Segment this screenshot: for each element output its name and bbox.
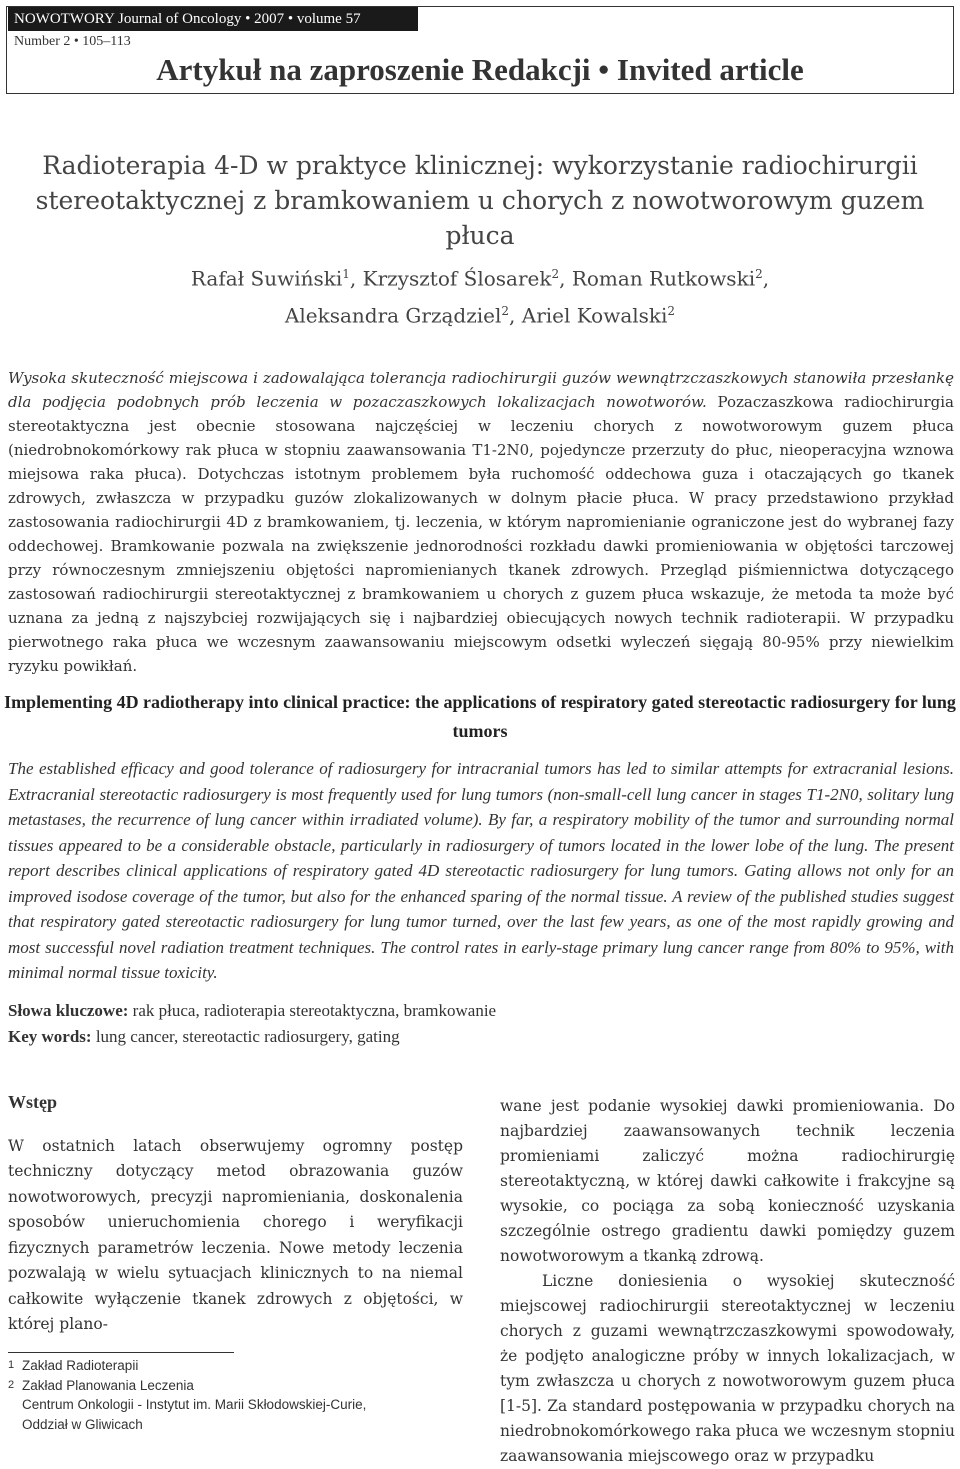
right-column bbox=[500, 1094, 955, 1469]
author-separator: , bbox=[509, 303, 522, 328]
affiliation-marker: 2 bbox=[551, 267, 560, 281]
issue-info: Number 2 • 105–113 bbox=[14, 34, 131, 49]
section-heading: Wstęp bbox=[8, 1092, 57, 1112]
keywords-pl-text: rak płuca, radioterapia stereotaktyczna, bramkowanie bbox=[128, 1001, 497, 1020]
footnote bbox=[8, 1376, 468, 1396]
author-name: Ariel Kowalski bbox=[521, 303, 668, 328]
article-type: Artykuł na zaproszenie Redakcji • Invited article bbox=[156, 52, 804, 87]
author-separator: , bbox=[349, 266, 363, 291]
author-line bbox=[0, 295, 960, 332]
footnote-number: 2 bbox=[8, 1378, 15, 1391]
footnote bbox=[8, 1356, 468, 1376]
keywords bbox=[8, 998, 954, 1050]
footnote bbox=[8, 1395, 468, 1415]
journal-name: NOWOTWORY Journal of Oncology • 2007 • volume 57 bbox=[8, 7, 418, 31]
keywords-pl bbox=[8, 998, 954, 1024]
footnote-number: 1 bbox=[8, 1359, 15, 1371]
footnote bbox=[8, 1415, 468, 1435]
body-paragraph: wane jest podanie wysokiej dawki promieniowania. Do najbardziej zaawansowanych technik leczenia promieniami zaliczyć można radiochirurgię stereotaktyczną, w której dawki całkowite i frakcyjne są wysokie, co pociąga za sobą konieczność uzyskania szczególnie ostrego gradientu dawki pomiędzy guzem nowotworowym a tkanką zdrową. bbox=[500, 1097, 955, 1265]
author-separator: , bbox=[762, 266, 770, 291]
author-name: Aleksandra Grządziel bbox=[284, 303, 502, 328]
author-list bbox=[0, 258, 960, 331]
footnote-divider bbox=[8, 1352, 234, 1353]
title-line: stereotaktycznej z bramkowaniem u chorych z nowotworowym guzem płuca bbox=[35, 186, 925, 250]
footnote-text: Centrum Onkologii - Instytut im. Marii Skłodowskiej-Curie, bbox=[22, 1397, 367, 1412]
abstract-pl-italic: Wysoka skuteczność miejscowa i zadowalająca tolerancja radiochirurgii guzów wewnątrzczaszkowych stanowiła przesłankę dla podjęcia podobnych prób leczenia w pozaczaszkowych lokalizacjach nowotworów. bbox=[8, 369, 954, 411]
affiliation-marker: 2 bbox=[755, 267, 763, 281]
footnote-number bbox=[8, 1395, 22, 1415]
footnote-text: Zakład Planowania Leczenia bbox=[22, 1377, 194, 1393]
footnote-text: Zakład Radioterapii bbox=[22, 1358, 139, 1373]
left-column bbox=[8, 1090, 463, 1338]
keywords-en-text: lung cancer, stereotactic radiosurgery, gating bbox=[91, 1027, 400, 1046]
keywords-pl-label: Słowa kluczowe: bbox=[8, 1001, 129, 1020]
abstract-en: The established efficacy and good tolerance of radiosurgery for intracranial tumors has led to similar attempts for extracranial lesions. Extracranial stereotactic radiosurgery is most frequently used for lung tumors (non-small-cell lung cancer in stages T1-2N0, solitary lung metastases, the recurrence of lung cancer within irradiated volume). By far, a respiratory mobility of the tumor and surrounding normal tissues appeared to be a considerable obstacle, particularly in radiosurgery of tumors located in the lower lobe of the lung. The present report describes clinical applications of respiratory gated 4D stereotactic radiosurgery for lung tumors. Gating allows not only for an improved isodose coverage of the tumor, but also for the enhanced sparing of the normal tissue. A review of the published studies suggest that respiratory gated stereotactic radiosurgery for lung tumor turned, over the last few years, as one of the most rapidly growing and most successful novel radiation treatment techniques. The control rates in early-stage primary lung cancer range from 80% to 95%, with minimal normal tissue toxicity. bbox=[8, 759, 954, 982]
affiliation-marker: 2 bbox=[501, 303, 510, 318]
body-paragraph: Liczne doniesienia o wysokiej skuteczność miejscowej radiochirurgii stereotaktycznej w leczeniu chorych z guzami wewnątrzczaszkowymi spowodowały, że podjęto analogiczne próby w innych lokalizacjach, w tym zwłaszcza u chorych z nowotworowym guzem płuca [1-5]. Za standard postępowania w przypadku chorych na niedrobnokomórkowego raka płuca we wczesnym stopniu zaawansowania miejscowego oraz w przypadku bbox=[500, 1272, 955, 1465]
affiliation-marker: 1 bbox=[342, 267, 350, 281]
body-paragraph: W ostatnich latach obserwujemy ogromny postęp techniczny dotyczący metod obrazowania guzów nowotworowych, precyzji napromieniania, doskonalenia sposobów unieruchomienia chorego i weryfikacji fizycznych parametrów leczenia. Nowe metody leczenia pozwalają w wielu sytuacjach klinicznych to na niemal całkowite wyłączenie tkanek zdrowych z objętości, w której plano- bbox=[8, 1136, 463, 1333]
article-title-pl bbox=[0, 148, 960, 253]
article-title-en: Implementing 4D radiotherapy into clinical practice: the applications of respiratory gated stereotactic radiosurgery for lung tumors bbox=[4, 692, 956, 741]
abstract-pl-body: Pozaczaszkowa radiochirurgia stereotaktyczna jest obecnie stosowana najczęściej w leczeniu chorych z nowotworowym guzem płuca (niedrobnokomórkowy rak płuca w stopniu zaawansowania T1-2N0, pojedyncze przerzuty do płuc, nieoperacyjna wznowa miejsowa raka płuca). Dotychczas istotnym problemem była ruchomość oddechowa guza i otaczających go tkanek zdrowych, zwłaszcza w przypadku guzów zlokalizowanych w dolnym płacie płuca. W pracy przedstawiono przykład zastosowania radiochirurgii 4D z bramkowaniem, tj. leczenia, w którym napromienianie ograniczone jest do wybranej fazy oddechowej. Bramkowanie pozwala na zwiększenie jednorodności rozkładu dawki promieniowania w objętości tarczowej przy równoczesnym zmniejszeniu objętości napromienianych tkanek zdrowych. Przegląd piśmiennictwa dotyczącego zastosowań radiochirurgii stereotaktycznej z bramkowaniem u chorych z guzem płuca wskazuje, że metoda ta może być uznana za jedną z najszybciej rozwijających się i najbardziej obiecujących nowych technik radioterapii. W przypadku pierwotnego raka płuca we wczesnym zaawansowaniu miejscowym odsetki wyleczeń sięgają 80-95% przy niewielkim ryzyku powikłań. bbox=[8, 393, 954, 675]
affiliation-marker: 2 bbox=[667, 303, 676, 318]
author-separator: , bbox=[559, 266, 572, 291]
keywords-en-label: Key words: bbox=[8, 1027, 92, 1046]
author-name: Krzysztof Ślosarek bbox=[362, 266, 552, 291]
title-line: Radioterapia 4-D w praktyce klinicznej: wykorzystanie radiochirurgii bbox=[42, 151, 918, 180]
author-line bbox=[0, 258, 960, 295]
author-name: Rafał Suwiński bbox=[190, 266, 343, 291]
footnotes bbox=[8, 1356, 468, 1434]
abstract-pl bbox=[8, 366, 954, 678]
author-name: Roman Rutkowski bbox=[571, 266, 756, 291]
footnote-text: Oddział w Gliwicach bbox=[22, 1416, 143, 1432]
keywords-en bbox=[8, 1024, 954, 1050]
footnote-number bbox=[8, 1415, 22, 1435]
